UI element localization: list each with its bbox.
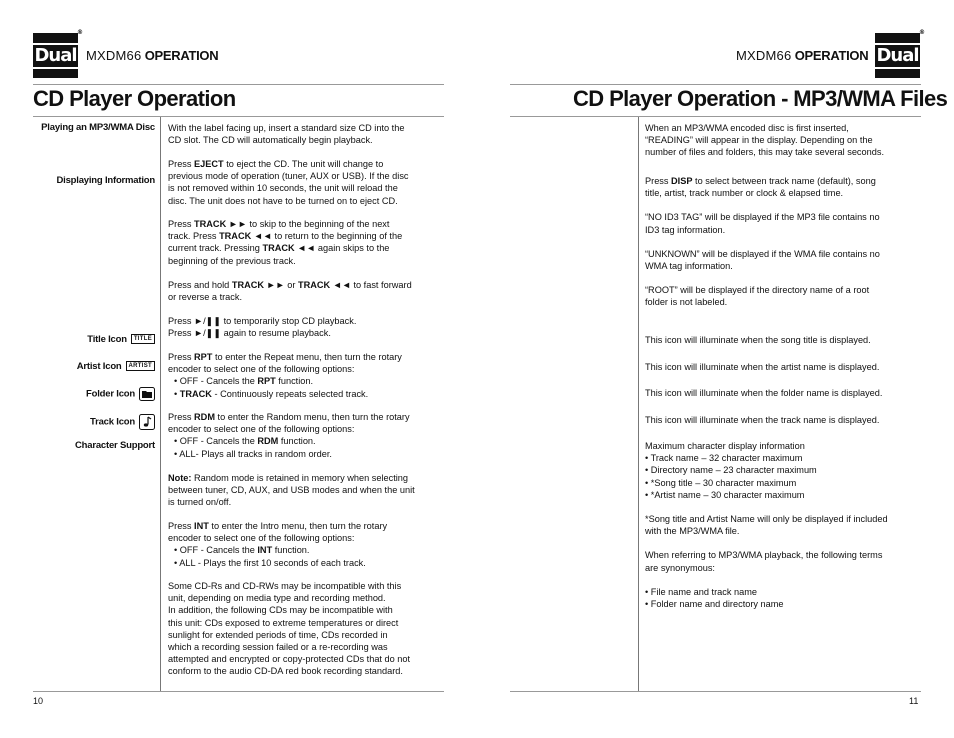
text-line (168, 460, 458, 472)
row-label: Title Icon TITLE (87, 334, 155, 345)
text-line (645, 537, 935, 549)
text-line: • Directory name – 23 character maximum (645, 465, 817, 476)
row-text (168, 315, 458, 339)
page-header (736, 48, 868, 63)
text-line: this unit: CDs exposed to extreme temperatures or direct (168, 617, 399, 628)
text-line: • Folder name and directory name (645, 599, 784, 610)
text-line: Press RDM to enter the Random menu, then turn the rotary (168, 412, 410, 422)
music-note-icon (139, 414, 155, 430)
text-line: track. Press TRACK ◄◄ to return to the beginning of the (168, 231, 403, 242)
row-text (645, 361, 935, 373)
text-line: Press DISP to select between track name (default), song (645, 176, 876, 186)
text-line: This icon will illuminate when the artist name is displayed. (645, 362, 880, 372)
text-line: beginning of the previous track. (168, 255, 296, 266)
text-line: Press EJECT to eject the CD. The unit will change to (168, 159, 384, 169)
row-text (645, 387, 935, 399)
text-line: sunlight for extended periods of time, CDs recorded in (168, 629, 388, 640)
text-line: • TRACK - Continuously repeats selected track. (174, 388, 369, 399)
text-line: *Song title and Artist Name will only be displayed if included (645, 514, 888, 525)
text-line: “ROOT” will be displayed if the directory name of a root (645, 285, 870, 296)
page-number: 11 (909, 696, 919, 706)
row-text (168, 279, 458, 303)
row-text (645, 122, 935, 159)
row-text (168, 520, 458, 569)
text-line: “READING” will appear in the display. Depending on the (645, 135, 873, 146)
text-line: Maximum character display information (645, 441, 805, 451)
row-text (168, 411, 458, 508)
header-rule (510, 84, 921, 85)
row-label: Playing an MP3/WMA Disc (41, 122, 155, 133)
header-section: OPERATION (144, 48, 219, 63)
text-line: CD slot. The CD will automatically begin playback. (168, 135, 373, 146)
text-line: “NO ID3 TAG” will be displayed if the MP3 file contains no (645, 212, 880, 223)
text-line: or reverse a track. (168, 292, 243, 303)
text-line: • *Artist name – 30 character maximum (645, 489, 805, 500)
text-line (645, 236, 935, 248)
text-line: encoder to select one of the following options: (168, 364, 355, 375)
text-line: ID3 tag information. (645, 224, 726, 235)
text-line: current track. Pressing TRACK ◄◄ again skips to the (168, 243, 390, 254)
text-line: Press RPT to enter the Repeat menu, then turn the rotary (168, 352, 402, 362)
row-text (168, 580, 458, 678)
text-line: are synonymous: (645, 562, 715, 573)
text-line: with the MP3/WMA file. (645, 526, 740, 537)
page-number: 10 (33, 696, 44, 706)
row-text (645, 440, 935, 610)
row-label: Character Support (74, 440, 155, 451)
text-line: • ALL- Plays all tracks in random order. (174, 448, 332, 459)
text-line: conform to the audio CD-DA red book recording standard. (168, 666, 403, 677)
row-text (168, 122, 458, 146)
text-line (645, 501, 935, 513)
header-model: MXDM66 (86, 48, 142, 63)
text-line: With the label facing up, insert a standard size CD into the (168, 123, 405, 133)
text-line (645, 272, 935, 284)
text-line: Press ►/❚❚ again to resume playback. (168, 328, 331, 339)
text-line: Press TRACK ►► to skip to the beginning of the next (168, 219, 390, 229)
footer-rule (510, 691, 921, 692)
text-line: Note: Random mode is retained in memory when selecting (168, 472, 409, 483)
text-line: When referring to MP3/WMA playback, the following terms (645, 550, 883, 561)
footer-rule (33, 691, 444, 692)
text-line: “UNKNOWN” will be displayed if the WMA file contains no (645, 248, 880, 259)
row-text (168, 158, 458, 207)
title-icon: TITLE (131, 334, 155, 344)
header-model: MXDM66 (736, 48, 792, 63)
page-header (86, 48, 218, 63)
text-line: Some CD-Rs and CD-RWs may be incompatible with this (168, 581, 402, 591)
artist-icon: ARTIST (126, 361, 155, 371)
dual-logo: Dual ® (875, 33, 920, 78)
text-line: is not removed within 10 seconds, the unit will reload the (168, 183, 398, 194)
text-line: number of files and folders, this may take several seconds. (645, 147, 884, 158)
row-label: Displaying Information (56, 175, 155, 186)
text-line: • *Song title – 30 character maximum (645, 477, 797, 488)
text-line: disc. The unit does not have to be turned on to eject CD. (168, 195, 398, 206)
title-rule (33, 116, 444, 117)
text-line: • OFF - Cancels the INT function. (174, 545, 310, 556)
title-rule (510, 116, 921, 117)
text-line (645, 574, 935, 586)
text-line (645, 199, 935, 211)
dual-logo: Dual ® (33, 33, 78, 78)
text-line: This icon will illuminate when the track name is displayed. (645, 415, 880, 425)
folder-icon (139, 387, 155, 401)
text-line: Press ►/❚❚ to temporarily stop CD playback. (168, 316, 357, 326)
text-line: • OFF - Cancels the RPT function. (174, 376, 314, 387)
row-label: Artist Icon ARTIST (77, 361, 155, 372)
text-line: When an MP3/WMA encoded disc is first inserted, (645, 123, 849, 133)
text-line: encoder to select one of the following options: (168, 424, 355, 435)
row-text (168, 218, 458, 267)
page-title: CD Player Operation - MP3/WMA Files (573, 86, 948, 111)
text-line: which a recording session failed or a re-recording was (168, 642, 388, 653)
text-line: • File name and track name (645, 586, 757, 597)
text-line: is turned on/off. (168, 497, 232, 508)
column-divider (160, 117, 161, 691)
row-text (645, 334, 935, 346)
text-line: encoder to select one of the following options: (168, 533, 355, 544)
text-line: • OFF - Cancels the RDM function. (174, 436, 316, 447)
text-line: Press INT to enter the Intro menu, then turn the rotary (168, 521, 388, 531)
page-title: CD Player Operation (33, 86, 236, 111)
text-line: WMA tag information. (645, 261, 733, 272)
row-label: Track Icon (90, 414, 155, 430)
text-line: Press and hold TRACK ►► or TRACK ◄◄ to fast forward (168, 280, 412, 290)
header-section: OPERATION (794, 48, 869, 63)
text-line: previous mode of operation (tuner, AUX or USB). If the disc (168, 171, 409, 182)
row-label: Folder Icon (86, 387, 155, 401)
text-line: In addition, the following CDs may be incompatible with (168, 605, 393, 616)
column-divider (638, 117, 639, 691)
text-line: This icon will illuminate when the folder name is displayed. (645, 388, 883, 398)
text-line: title, artist, track number or clock & elapsed time. (645, 188, 844, 199)
text-line: • ALL - Plays the first 10 seconds of each track. (174, 557, 366, 568)
text-line: unit, depending on media type and recording method. (168, 593, 386, 604)
row-text (645, 175, 935, 309)
row-text (168, 351, 458, 400)
text-line: This icon will illuminate when the song title is displayed. (645, 335, 871, 345)
text-line: • Track name – 32 character maximum (645, 453, 803, 464)
text-line: folder is not labeled. (645, 297, 728, 308)
text-line: attempted and encrypted or copy-protected CDs that do not (168, 654, 411, 665)
header-rule (33, 84, 444, 85)
row-text (645, 414, 935, 426)
text-line: between tuner, CD, AUX, and USB modes and when the unit (168, 485, 415, 496)
